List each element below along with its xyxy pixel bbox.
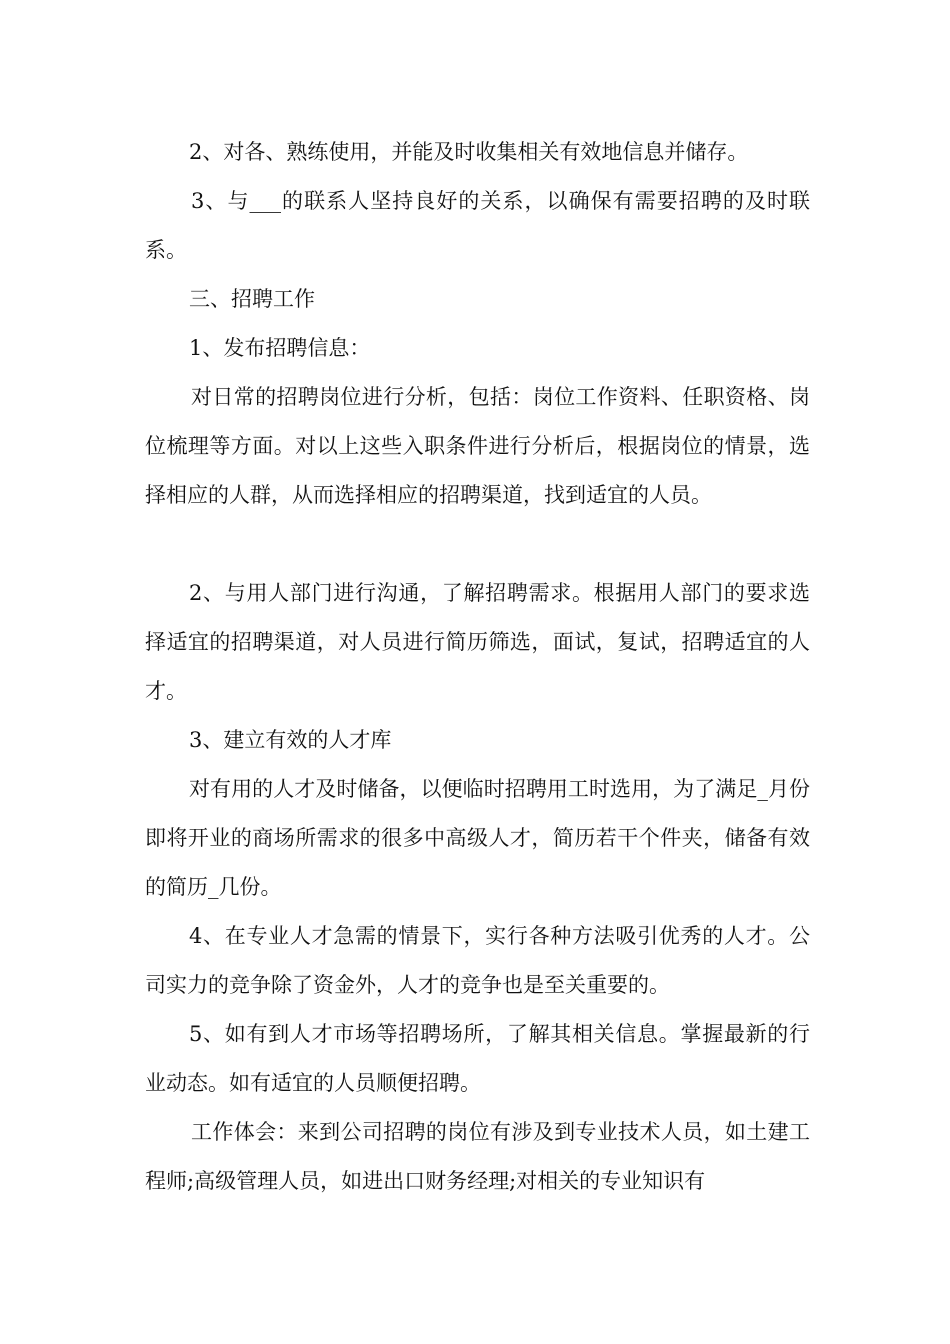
paragraph-attract-talent: 4、在专业人才急需的情景下，实行各种方法吸引优秀的人才。公司实力的竞争除了资金外，人才的竞争也是至关重要的。 — [145, 924, 810, 997]
paragraph-position-analysis: 对日常的招聘岗位进行分析，包括：岗位工作资料、任职资格、岗位梳理等方面。对以上这些入职条件进行分析后，根据岗位的情景，选择相应的人群，从而选择相应的招聘渠道，找到适宜的人员。 — [145, 385, 810, 507]
subheading-publish-info: 1、发布招聘信息： — [189, 336, 371, 360]
section-heading-recruitment: 三、招聘工作 — [189, 287, 315, 311]
paragraph-info-storage: 2、对各、熟练使用，并能及时收集相关有效地信息并储存。 — [189, 140, 749, 164]
paragraph-department-communication: 2、与用人部门进行沟通，了解招聘需求。根据用人部门的要求选择适宜的招聘渠道，对人员进行简历筛选，面试，复试，招聘适宜的人才。 — [145, 581, 810, 703]
paragraph-work-experience: 工作体会：来到公司招聘的岗位有涉及到专业技术人员，如土建工程师;高级管理人员，如进出口财务经理;对相关的专业知识有 — [145, 1120, 810, 1193]
paragraph-contact-relations: 3、与___的联系人坚持良好的关系，以确保有需要招聘的及时联系。 — [145, 189, 810, 262]
paragraph-talent-market: 5、如有到人才市场等招聘场所，了解其相关信息。掌握最新的行业动态。如有适宜的人员顺便招聘。 — [145, 1022, 810, 1095]
document-body — [145, 128, 810, 1206]
paragraph-talent-reserve: 对有用的人才及时储备，以便临时招聘用工时选用，为了满足_月份即将开业的商场所需求的很多中高级人才，简历若干个件夹，储备有效的简历_几份。 — [145, 777, 810, 899]
subheading-talent-pool: 3、建立有效的人才库 — [189, 728, 392, 752]
paragraph-spacer — [145, 520, 810, 569]
